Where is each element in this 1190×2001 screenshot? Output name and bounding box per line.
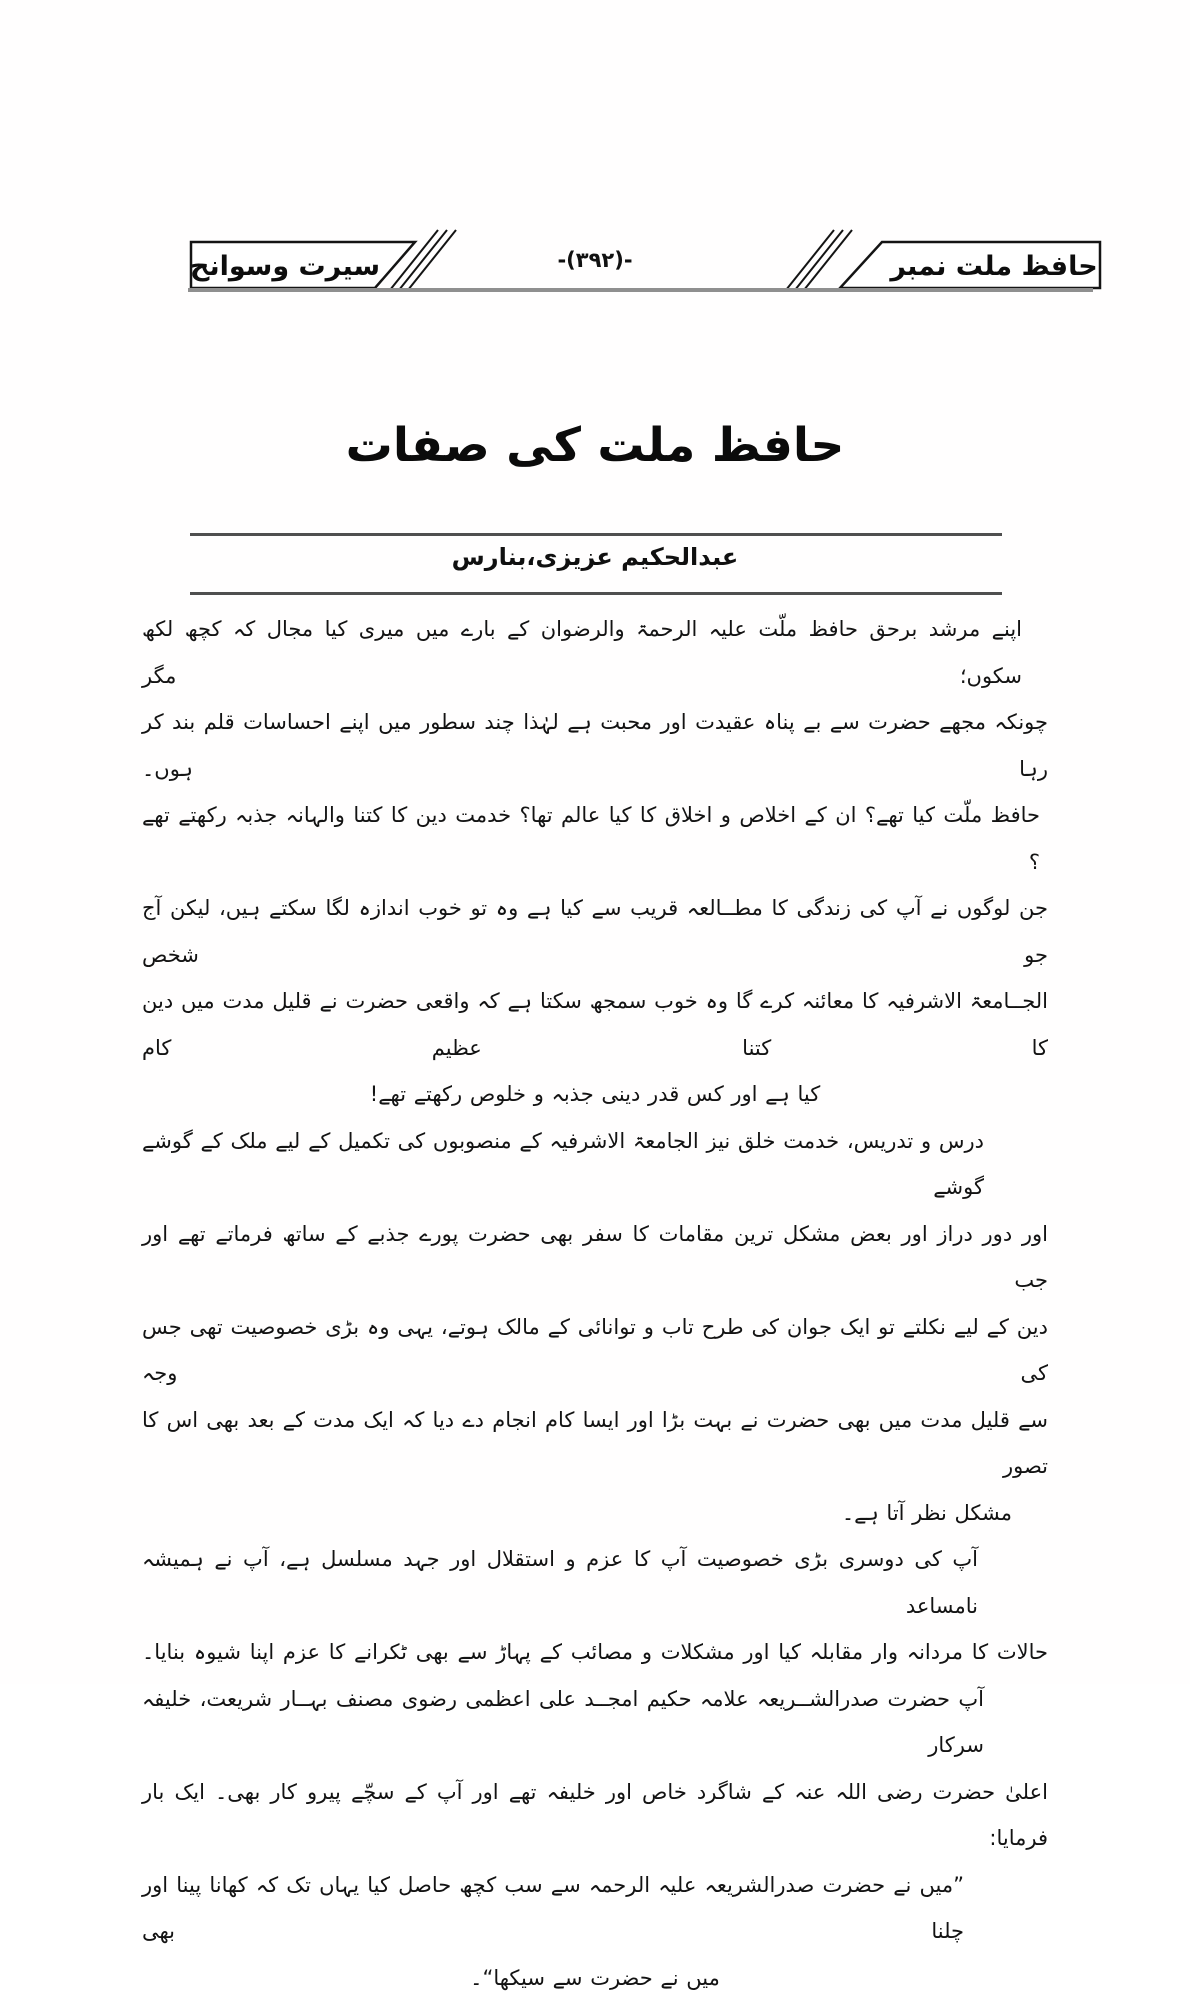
body-text-line: الجــامعۃ الاشرفیہ کا معائنہ کرے گا وہ خوب سمجھ سکتا ہے کہ واقعی حضرت نے قلیل مدت میں دین کا کتنا عظیم کام — [142, 978, 1048, 1071]
body-text-line: دین کے لیے نکلتے تو ایک جوان کی طرح تاب و توانائی کے مالک ہوتے، یہی وہ بڑی خصوصیت تھی جس کی وجہ — [142, 1304, 1048, 1397]
article-body — [142, 606, 1048, 2001]
body-text-line: چونکہ مجھے حضرت سے بے پناہ عقیدت اور محبت ہے لہٰذا چند سطور میں اپنے احساسات قلم بند کر رہا ہوں۔ — [142, 699, 1048, 792]
body-text-line: آپ حضرت صدرالشــریعہ علامہ حکیم امجــد علی اعظمی رضوی مصنف بہــار شریعت، خلیفہ سرکار — [142, 1676, 1048, 1769]
body-text-line: اور دور دراز اور بعض مشکل ترین مقامات کا سفر بھی حضرت پورے جذبے کے ساتھ فرماتے تھے اور جب — [142, 1211, 1048, 1304]
body-text-line: مشکل نظر آتا ہے۔ — [142, 1490, 1048, 1537]
divider-below-author — [190, 592, 1002, 595]
body-text-line: اپنے مرشد برحق حافظ ملّت علیہ الرحمۃ والرضوان کے بارے میں میری کیا مجال کہ کچھ لکھ سکوں؛ مگر — [142, 606, 1048, 699]
article-author: عبدالحکیم عزیزی،بنارس — [0, 543, 1190, 571]
article-title: حافظ ملت کی صفات — [0, 418, 1190, 473]
paragraph — [142, 1536, 1048, 1676]
body-text-line: درس و تدریس، خدمت خلق نیز الجامعۃ الاشرفیہ کے منصوبوں کی تکمیل کے لیے ملک کے گوشے گوشے — [142, 1118, 1048, 1211]
body-text-line: آپ کی دوسری بڑی خصوصیت آپ کا عزم و استقلال اور جہد مسلسل ہے، آپ نے ہمیشہ نامساعد — [142, 1536, 1048, 1629]
section-label-right: حافظ ملت نمبر — [888, 251, 1097, 282]
body-text-line: ”میں نے حضرت صدرالشریعہ علیہ الرحمہ سے سب کچھ حاصل کیا یہاں تک کہ کھانا پینا اور چلنا بھی — [142, 1862, 1048, 1955]
header-divider-rule — [188, 288, 1093, 292]
body-text-line: حافظ ملّت کیا تھے؟ ان کے اخلاص و اخلاق کا کیا عالم تھا؟ خدمت دین کا کتنا والہانہ جذبہ رکھتے تھے ؟ — [142, 792, 1048, 885]
body-text-line: حالات کا مردانہ وار مقابلہ کیا اور مشکلات و مصائب کے پہاڑ سے بھی ٹکرانے کا عزم اپنا شیوہ بنایا۔ — [142, 1629, 1048, 1676]
paragraph — [142, 792, 1048, 1118]
section-label-left: سیرت وسوانح — [190, 251, 380, 282]
paragraph — [142, 1676, 1048, 1862]
divider-above-author — [190, 533, 1002, 536]
paragraph — [142, 1862, 1048, 2001]
header-right-section-box — [782, 228, 1102, 290]
diagonal-stripes-icon — [786, 230, 852, 290]
body-text-line: کیا ہے اور کس قدر دینی جذبہ و خلوص رکھتے تھے! — [142, 1071, 1048, 1118]
paragraph — [142, 606, 1048, 792]
page-number: -(۳۹۲)- — [0, 248, 1190, 272]
body-text-line: میں نے حضرت سے سیکھا“۔ — [142, 1955, 1048, 2001]
body-text-line: سے قلیل مدت میں بھی حضرت نے بہت بڑا اور ایسا کام انجام دے دیا کہ ایک مدت کے بعد بھی اس کا تصور — [142, 1397, 1048, 1490]
body-text-line: جن لوگوں نے آپ کی زندگی کا مطــالعہ قریب سے کیا ہے وہ تو خوب اندازہ لگا سکتے ہیں، لیکن آج جو شخص — [142, 885, 1048, 978]
body-text-line: اعلیٰ حضرت رضی اللہ عنہ کے شاگرد خاص اور خلیفہ تھے اور آپ کے سچّے پیرو کار بھی۔ ایک بار فرمایا: — [142, 1769, 1048, 1862]
paragraph — [142, 1118, 1048, 1537]
